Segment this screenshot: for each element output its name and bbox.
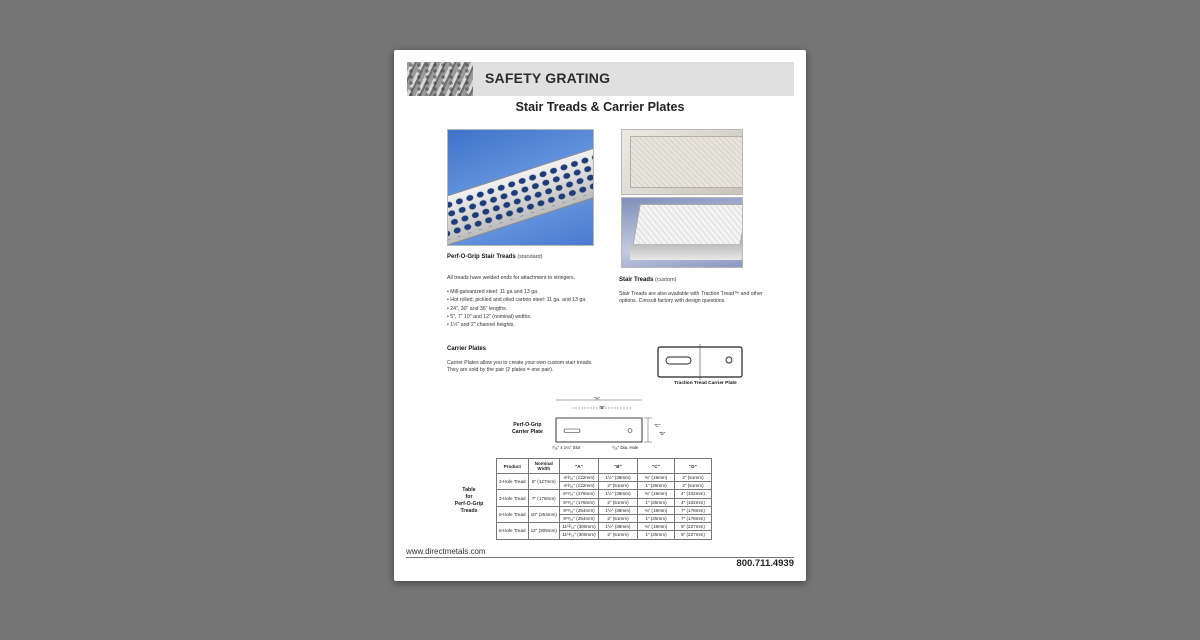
cell-b: 2" (51mm) [598,482,637,490]
dim-d-label: "D" [659,431,666,436]
custom-tread-photo-top [621,129,743,195]
footer-url[interactable]: www.directmetals.com [406,547,486,556]
custom-caption: Stair Treads (custom) [619,277,677,283]
cell-d: 7" (178mm) [674,506,711,514]
cell-product: 2-Hole Tread [497,474,529,490]
slot-note: ⁷⁄₁₆" x 1¼" Slot [552,445,581,450]
header-product: Product [497,459,529,474]
cell-d: 2" (51mm) [674,482,711,490]
cell-width: 12" (305mm) [528,523,559,539]
header-a: "A" [559,459,598,474]
diagram-label: Perf-O-Grip Carrier Plate [512,422,543,435]
cell-b: 2" (51mm) [598,514,637,522]
header-c: "C" [637,459,674,474]
dim-c-label: "C" [654,423,661,428]
cell-c: ¾" (19mm) [637,490,674,498]
cell-a: 11¹³⁄₁₆" (300mm) [559,523,598,531]
cell-d: 2" (51mm) [674,474,711,482]
table-side-label: Table for Perf-O-Grip Treads [454,487,484,514]
cell-b: 2" (51mm) [598,498,637,506]
custom-text-1: Stair Treads are also available with Traction Tread™ and other [619,291,763,297]
carrier-heading: Carrier Plates [447,346,487,352]
hole-note: ⁷⁄₁₆" Dia. Hole [612,445,639,450]
spec-table [496,458,712,540]
carrier-plate-diagram [552,396,672,448]
cell-a: 9¹⁵⁄₁₆" (254mm) [559,506,598,514]
cell-width: 7" (178mm) [528,490,559,506]
table-row [497,506,712,514]
list-item: • Mill-galvanized steel: 11 ga and 13 ga. [447,288,587,296]
cell-c: ¾" (19mm) [637,506,674,514]
list-item: • 1½" and 2" channel heights. [447,321,587,329]
table-row [497,490,712,498]
carrier-text-1: Carrier Plates allow you to create your own custom stair treads. [447,360,593,366]
document-page [394,50,806,581]
cell-a: 4¹³⁄₁₆" (122mm) [559,482,598,490]
traction-carrier-plate-drawing [656,344,746,380]
cell-c: 1" (25mm) [637,482,674,490]
table-row [497,474,712,482]
page-title: Stair Treads & Carrier Plates [515,100,685,114]
custom-text-2: options. Consult factory with design questions. [619,298,726,304]
perf-o-grip-tread-photo [447,129,594,246]
cell-b: 1½" (38mm) [598,506,637,514]
cell-b: 1½" (38mm) [598,523,637,531]
cell-a: 11¹³⁄₁₆" (300mm) [559,531,598,539]
cell-c: 1" (25mm) [637,531,674,539]
header-banner [407,62,794,96]
table-row [497,523,712,531]
cell-c: 1" (25mm) [637,514,674,522]
cell-d: 9" (227mm) [674,531,711,539]
custom-tread-photo-bottom [621,197,743,268]
cell-d: 9" (227mm) [674,523,711,531]
list-item: • 5", 7" 10" and 12" (nominal) widths. [447,313,587,321]
dim-b-label: "B" [599,405,606,410]
cell-d: 4" (102mm) [674,498,711,506]
header-d: "D" [674,459,711,474]
footer-phone: 800.711.4939 [736,558,794,569]
traction-plate-caption: Traction Tread Carrier Plate [674,381,737,386]
table-header-row [497,459,712,474]
cell-product: 6-Hole Tread [497,523,529,539]
cell-b: 1½" (38mm) [598,490,637,498]
cell-a: 6¹⁵⁄₁₆" (176mm) [559,490,598,498]
list-item: • Hot rolled, pickled and oiled carbon steel: 11 ga. and 13 ga. [447,296,587,304]
cell-d: 7" (178mm) [674,514,711,522]
cell-a: 4¹³⁄₁₆" (122mm) [559,474,598,482]
cell-a: 6¹⁵⁄₁₆" (176mm) [559,498,598,506]
cell-d: 4" (102mm) [674,490,711,498]
list-item: • 24", 30" and 36" lengths. [447,305,587,313]
header-width: Nominal Width [528,459,559,474]
cell-b: 2" (51mm) [598,531,637,539]
perf-caption: Perf-O-Grip Stair Treads (standard) [447,254,543,260]
perf-bullet-list [447,288,587,329]
cell-product: 5-Hole Tread [497,506,529,522]
cell-b: 1½" (38mm) [598,474,637,482]
cell-a: 9¹⁵⁄₁₆" (254mm) [559,514,598,522]
grating-banner-image [407,62,473,96]
dim-a-label: "A" [594,396,601,401]
cell-width: 10" (254mm) [528,506,559,522]
perf-intro: All treads have welded ends for attachment to stringers. [447,275,576,281]
header-title: SAFETY GRATING [485,70,611,86]
cell-product: 3-Hole Tread [497,490,529,506]
carrier-text-2: They are sold by the pair (2 plates = one pair). [447,367,554,373]
cell-c: 1" (25mm) [637,498,674,506]
cell-width: 5" (127mm) [528,474,559,490]
header-b: "B" [598,459,637,474]
cell-c: ¾" (19mm) [637,474,674,482]
cell-c: ¾" (19mm) [637,523,674,531]
